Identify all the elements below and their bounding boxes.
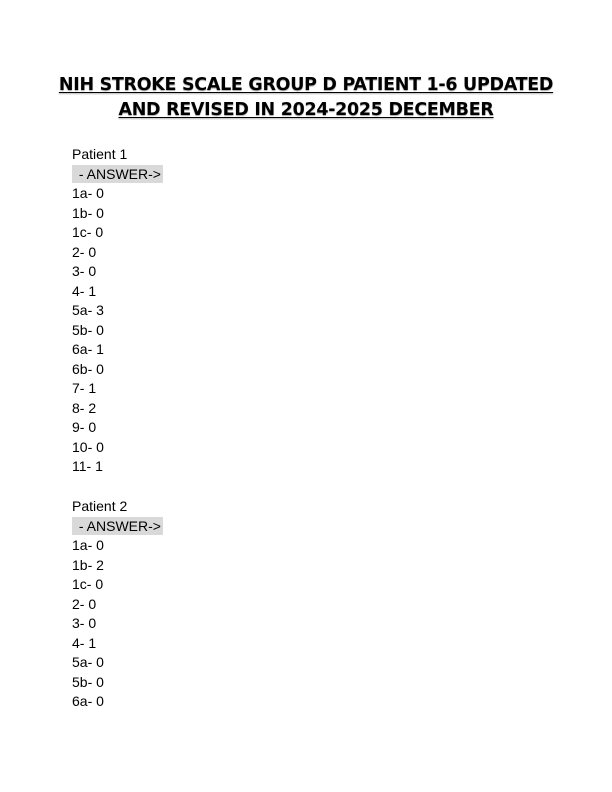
score-item: 4- 1 (72, 634, 97, 651)
score-item: 4- 1 (72, 282, 97, 299)
score-item: 6b- 0 (72, 360, 104, 377)
score-item: 3- 0 (72, 263, 97, 279)
patient-1-section (72, 145, 163, 477)
score-item: 11- 1 (72, 458, 103, 474)
score-item: 5b- 0 (72, 321, 104, 338)
score-item: 7- 1 (72, 380, 97, 396)
answer-label: - ANSWER-> (72, 165, 163, 183)
title-line-2: AND REVISED IN 2024-2025 DECEMBER (118, 100, 494, 120)
score-item: 2- 0 (72, 243, 97, 260)
score-item: 5a- 0 (72, 654, 104, 670)
patient-heading: Patient 2 (72, 498, 128, 514)
title-line-1: NIH STROKE SCALE GROUP D PATIENT 1-6 UPDATED (58, 75, 554, 95)
score-item: 1a- 0 (72, 537, 104, 553)
score-item: 1b- 2 (72, 556, 104, 573)
score-item: 1a- 0 (72, 185, 104, 201)
patient-heading: Patient 1 (72, 146, 128, 162)
score-item: 1c- 0 (72, 576, 104, 592)
score-item: 6a- 0 (72, 693, 104, 709)
score-item: 8- 2 (72, 399, 97, 416)
score-item: 10- 0 (72, 438, 104, 455)
score-item: 6a- 1 (72, 341, 104, 357)
score-item: 5b- 0 (72, 673, 104, 690)
score-item: 2- 0 (72, 595, 97, 612)
score-item: 1c- 0 (72, 224, 104, 240)
answer-label: - ANSWER-> (72, 517, 163, 535)
patient-2-section (72, 497, 163, 712)
score-item: 3- 0 (72, 615, 97, 631)
score-item: 5a- 3 (72, 302, 104, 318)
document-title (0, 73, 612, 123)
score-item: 9- 0 (72, 419, 97, 435)
score-item: 1b- 0 (72, 204, 104, 221)
